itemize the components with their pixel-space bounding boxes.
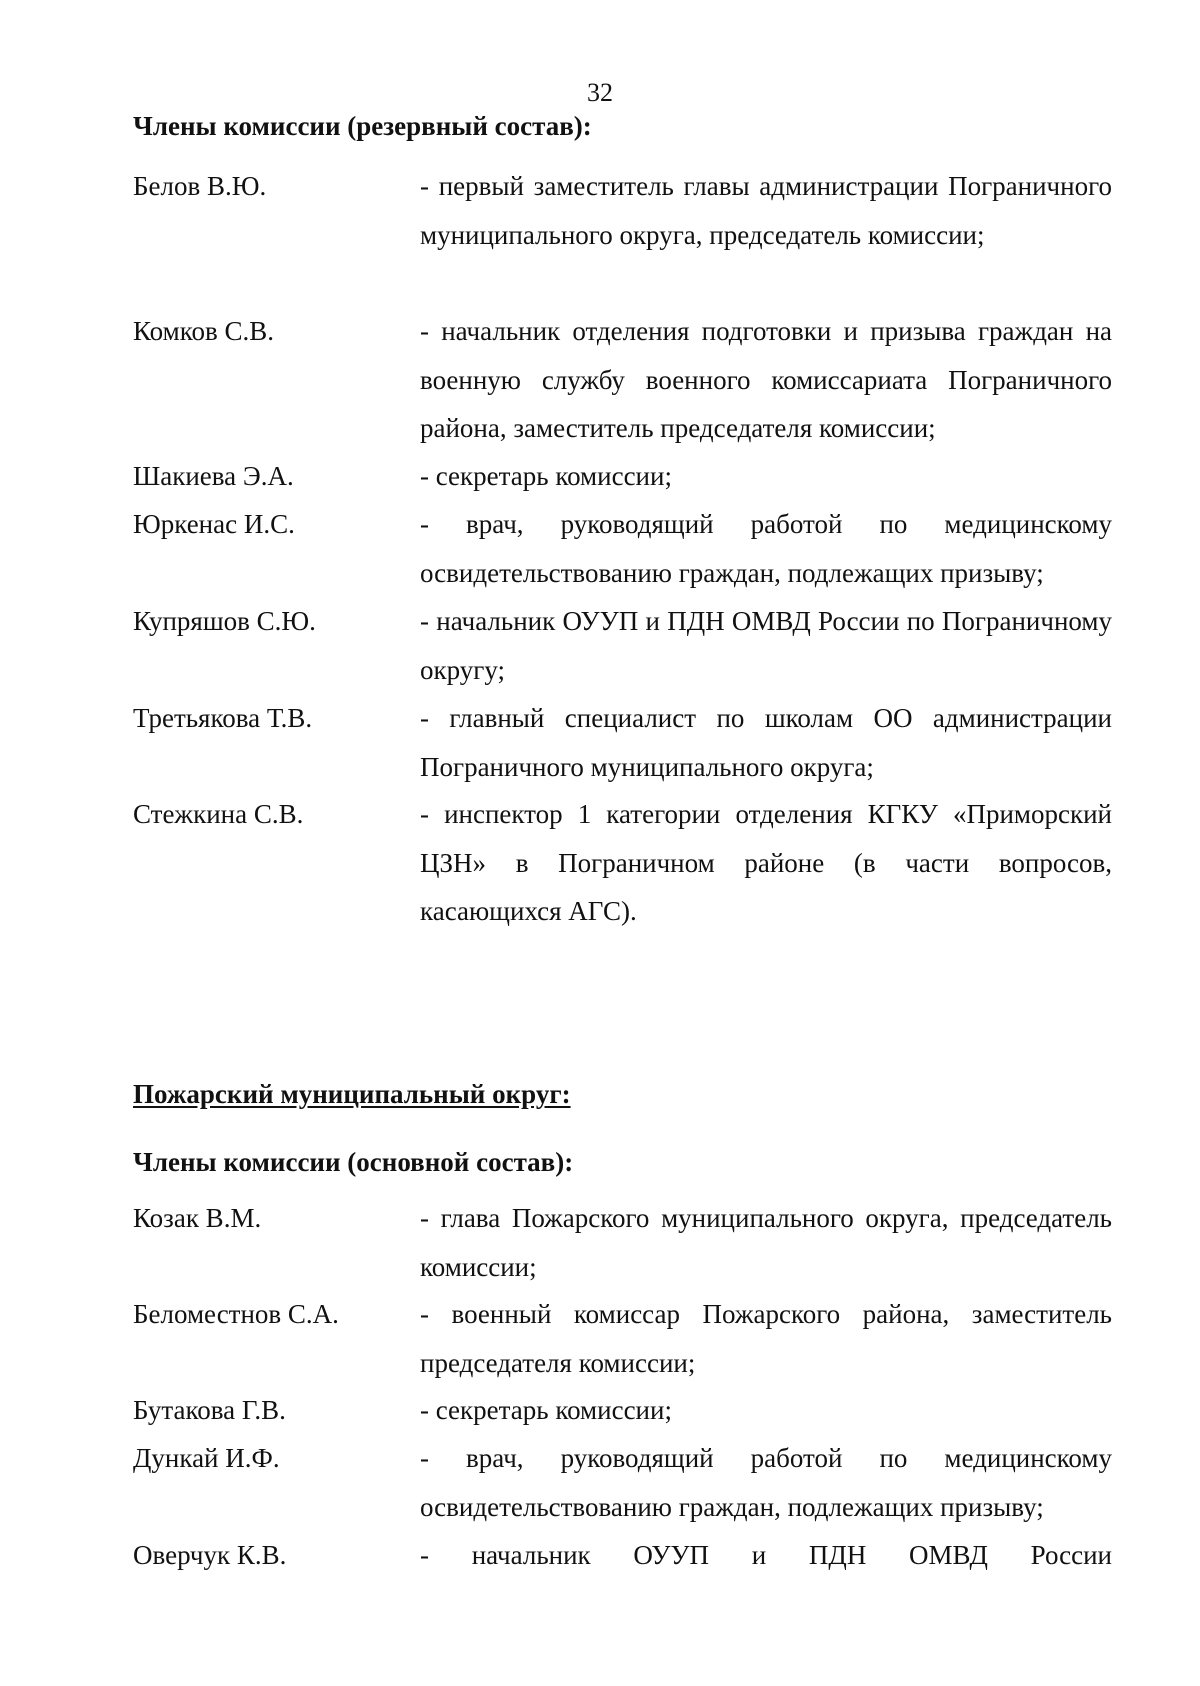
member-name: Беломестнов С.А. [133,1299,339,1329]
member-name: Купряшов С.Ю. [133,606,316,636]
member-role: - первый заместитель главы администрации Пограничного муниципального округа, председатель комиссии; [420,171,1112,250]
member-role: - секретарь комиссии; [420,1395,672,1425]
member-role: - главный специалист по школам ОО администрации Пограничного муниципального округа; [420,703,1112,782]
member-role: - начальник ОУУП и ПДН ОМВД России по Пограничному округу; [420,606,1112,685]
member-name: Дункай И.Ф. [133,1443,280,1473]
page-number: 32 [587,78,613,107]
member-name: Оверчук К.В. [133,1540,287,1570]
member-name: Комков С.В. [133,316,274,346]
member-role: - инспектор 1 категории отделения КГКУ «Приморский ЦЗН» в Пограничном районе (в части вопросов, касающихся АГС). [420,799,1112,926]
main-heading: Члены комиссии (основной состав): [133,1147,574,1177]
section-title: Пожарский муниципальный округ: [133,1079,571,1109]
member-role: - глава Пожарского муниципального округа, председатель комиссии; [420,1203,1112,1282]
member-name: Юркенас И.С. [133,509,295,539]
member-role: - врач, руководящий работой по медицинскому освидетельствованию граждан, подлежащих призыву; [420,509,1112,588]
member-name: Бутакова Г.В. [133,1395,286,1425]
member-role: - секретарь комиссии; [420,461,672,491]
member-name: Шакиева Э.А. [133,461,294,491]
member-name: Козак В.М. [133,1203,262,1233]
member-role: - военный комиссар Пожарского района, заместитель председателя комиссии; [420,1299,1112,1378]
reserve-heading: Члены комиссии (резервный состав): [133,111,592,141]
member-role: - врач, руководящий работой по медицинскому освидетельствованию граждан, подлежащих призыву; [420,1443,1112,1522]
member-role: - начальник ОУУП и ПДН ОМВД России [420,1540,1112,1570]
member-name: Третьякова Т.В. [133,703,313,733]
member-role: - начальник отделения подготовки и призыва граждан на военную службу военного комиссариата Пограничного района, заместитель председателя комиссии; [420,316,1112,443]
member-name: Стежкина С.В. [133,799,304,829]
member-name: Белов В.Ю. [133,171,267,201]
